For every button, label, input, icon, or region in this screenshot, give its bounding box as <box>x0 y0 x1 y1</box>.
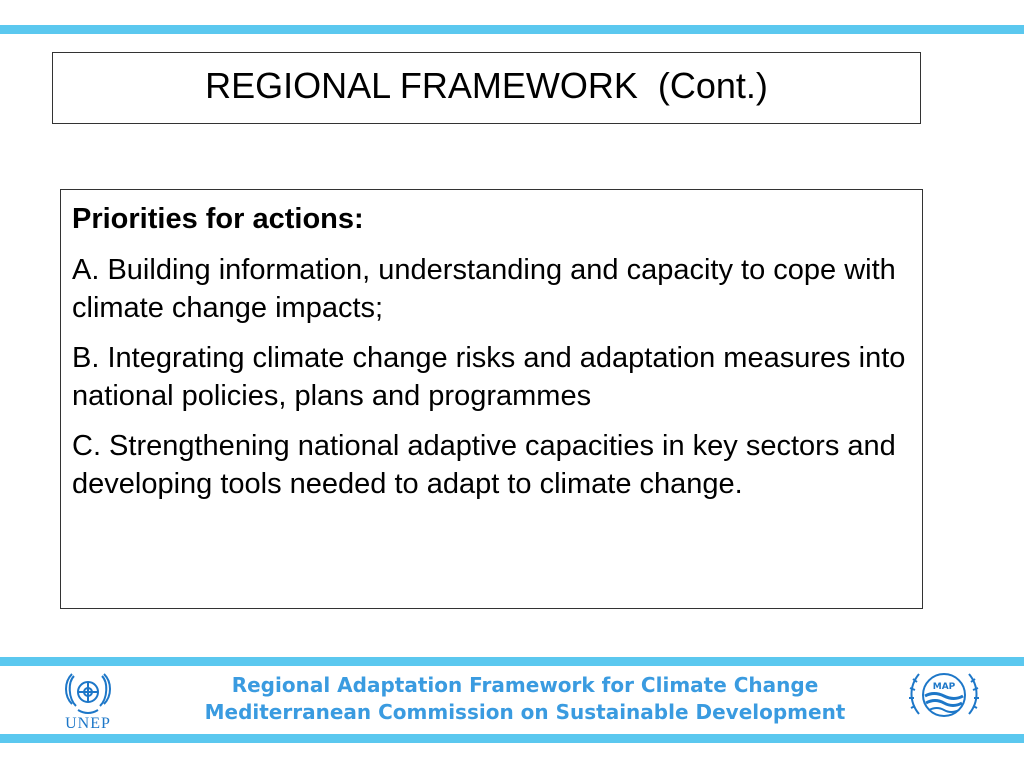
footer-bottom-band <box>0 734 1024 743</box>
footer-line-2: Mediterranean Commission on Sustainable Development <box>204 700 846 724</box>
title-box <box>52 52 921 124</box>
content-box <box>60 189 923 609</box>
footer-line-1: Regional Adaptation Framework for Climate Change <box>231 673 819 697</box>
priority-item-a: A. Building information, understanding and capacity to cope with climate change impacts; <box>72 254 896 324</box>
priority-item-b: B. Integrating climate change risks and adaptation measures into national policies, plans and programmes <box>72 342 906 412</box>
map-logo-icon <box>907 666 981 724</box>
priorities-heading: Priorities for actions: <box>72 203 364 235</box>
slide-title: REGIONAL FRAMEWORK (Cont.) <box>205 65 768 106</box>
footer-top-band <box>0 657 1024 666</box>
map-logo-text: MAP <box>932 682 956 692</box>
priority-item-c: C. Strengthening national adaptive capacities in key sectors and developing tools needed to adapt to climate change. <box>72 430 896 500</box>
footer-caption <box>160 672 890 726</box>
unep-logo-label: UNEP <box>65 715 111 732</box>
top-accent-band <box>0 25 1024 34</box>
